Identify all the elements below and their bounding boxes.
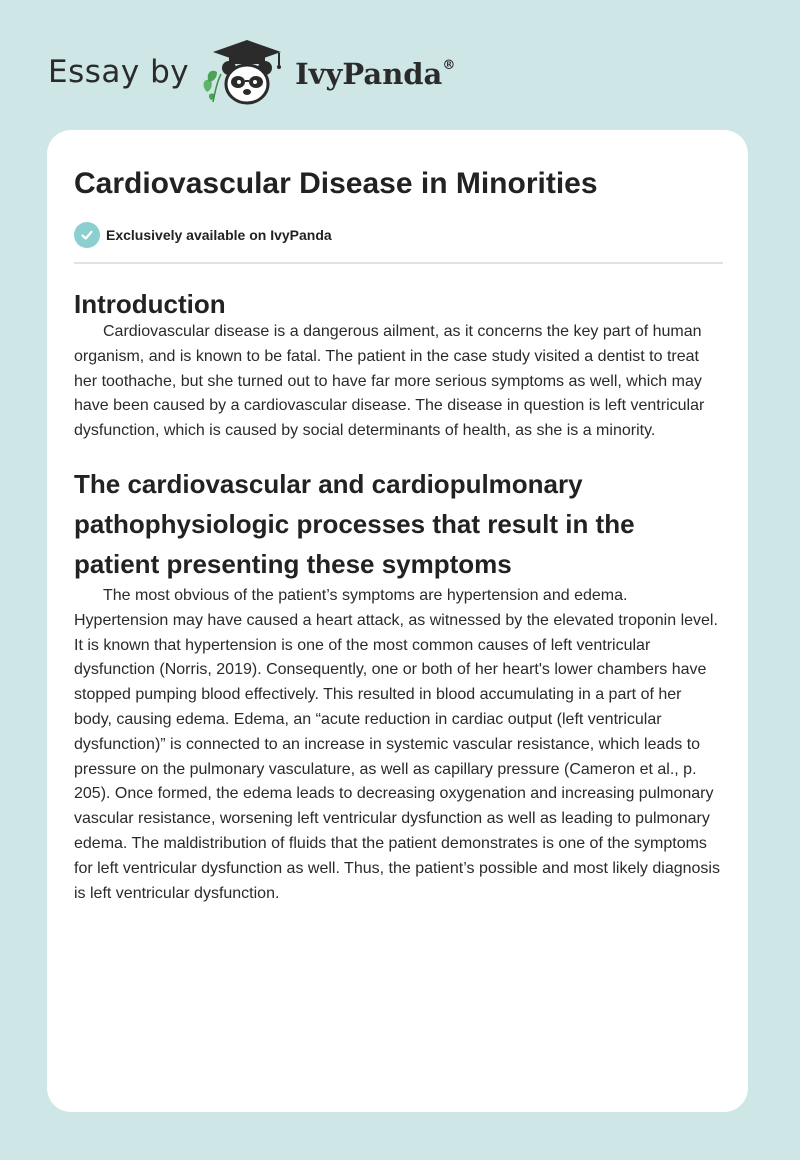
paragraph-introduction: Cardiovascular disease is a dangerous ailment, as it concerns the key part of human organism, and is known to be fatal. The patient in the case study visited a dentist to treat her toothache, but she turned out to have far more serious symptoms as well, which may have been caused by a cardiovascular disease. The disease in question is left ventricular dysfunction, which is caused by social determinants of health, as she is a minority. xyxy=(74,323,705,440)
page-title: Cardiovascular Disease in Minorities xyxy=(74,167,598,200)
section-heading-introduction: Introduction xyxy=(74,289,226,319)
section-heading-pathophysiology: The cardiovascular and cardiopulmonary pathophysiologic processes that result in the patient presenting these symptoms xyxy=(74,468,635,579)
registered-mark: ® xyxy=(442,58,456,74)
panda-logo-icon[interactable] xyxy=(199,36,289,108)
brand-text: IvyPanda xyxy=(295,57,443,91)
checkmark-icon xyxy=(74,222,100,248)
exclusive-badge xyxy=(74,222,723,248)
paragraph-pathophysiology: The most obvious of the patient’s symptoms are hypertension and edema. Hypertension may have caused a heart attack, as witnessed by the elevated troponin level. It is known that hypertension is one of the most common causes of left ventricular dysfunction (Norris, 2019). Consequently, one or both of her heart's lower chambers have stopped pumping blood effectively. This resulted in blood accumulating in a part of her body, causing edema. Edema, an “acute reduction in cardiac output (left ventricular dysfunction)” is connected to an increase in systemic vascular resistance, which leads to pressure on the pulmonary vasculature, as well as capillary pressure (Cameron et al., p. 205). Once formed, the edema leads to decreasing oxygenation and increasing pulmonary vascular resistance, worsening left ventricular dysfunction as well as leading to pulmonary edema. The maldistribution of fluids that the patient demonstrates is one of the symptoms for left ventricular dysfunction as well. Thus, the patient’s possible and most likely diagnosis is left ventricular dysfunction. xyxy=(74,586,720,902)
article-card xyxy=(47,130,748,1112)
divider xyxy=(74,262,723,264)
brand-name[interactable] xyxy=(295,57,455,91)
article-content xyxy=(74,166,723,906)
site-header xyxy=(48,36,455,108)
essay-by-label: Essay by xyxy=(48,54,190,90)
exclusive-badge-label: Exclusively available on IvyPanda xyxy=(106,227,332,243)
